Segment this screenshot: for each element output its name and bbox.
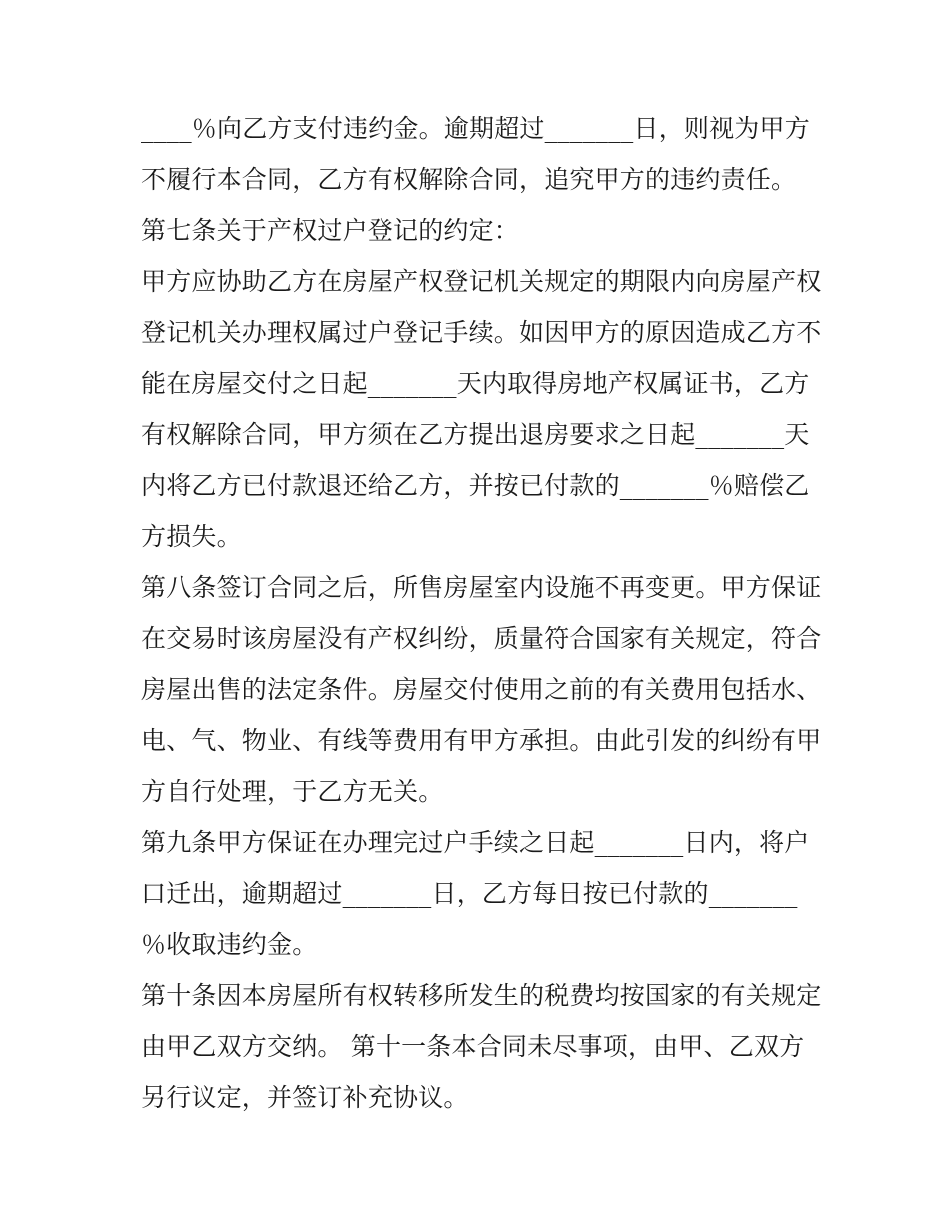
text-line: 登记机关办理权属过户登记手续。如因甲方的原因造成乙方不: [141, 318, 822, 347]
text-line: 房屋出售的法定条件。房屋交付使用之前的有关费用包括水、: [141, 675, 822, 704]
text-line: ____％向乙方支付违约金。逾期超过_______日，则视为甲方: [141, 114, 810, 143]
section-paragraph-start: 第八条签订合同之后，所售房屋室内设施不再变更。甲方保证: [141, 573, 822, 602]
section-heading: 第七条关于产权过户登记的约定：: [141, 216, 520, 245]
text-line: 不履行本合同，乙方有权解除合同，追究甲方的违约责任。: [141, 165, 797, 194]
text-line: 方自行处理，于乙方无关。: [141, 777, 444, 806]
text-line: 口迁出，逾期超过_______日，乙方每日按已付款的_______: [141, 879, 798, 908]
section-paragraph-start: 第九条甲方保证在办理完过户手续之日起_______日内，将户: [141, 828, 810, 857]
text-line: 电、气、物业、有线等费用有甲方承担。由此引发的纠纷有甲: [141, 726, 822, 755]
text-line: 甲方应协助乙方在房屋产权登记机关规定的期限内向房屋产权: [141, 267, 822, 296]
text-line: 另行议定，并签订补充协议。: [141, 1083, 469, 1112]
text-line: 在交易时该房屋没有产权纠纷，质量符合国家有关规定，符合: [141, 624, 822, 653]
text-line: 内将乙方已付款退还给乙方，并按已付款的_______％赔偿乙: [141, 471, 810, 500]
section-paragraph-start: 第十条因本房屋所有权转移所发生的税费均按国家的有关规定: [141, 981, 822, 1010]
text-line: ％收取违约金。: [141, 930, 318, 959]
text-line: 由甲乙双方交纳。 第十一条本合同未尽事项，由甲、乙双方: [141, 1032, 805, 1061]
text-line: 有权解除合同，甲方须在乙方提出退房要求之日起_______天: [141, 420, 810, 449]
text-line: 能在房屋交付之日起_______天内取得房地产权属证书，乙方: [141, 369, 810, 398]
text-line: 方损失。: [141, 522, 242, 551]
